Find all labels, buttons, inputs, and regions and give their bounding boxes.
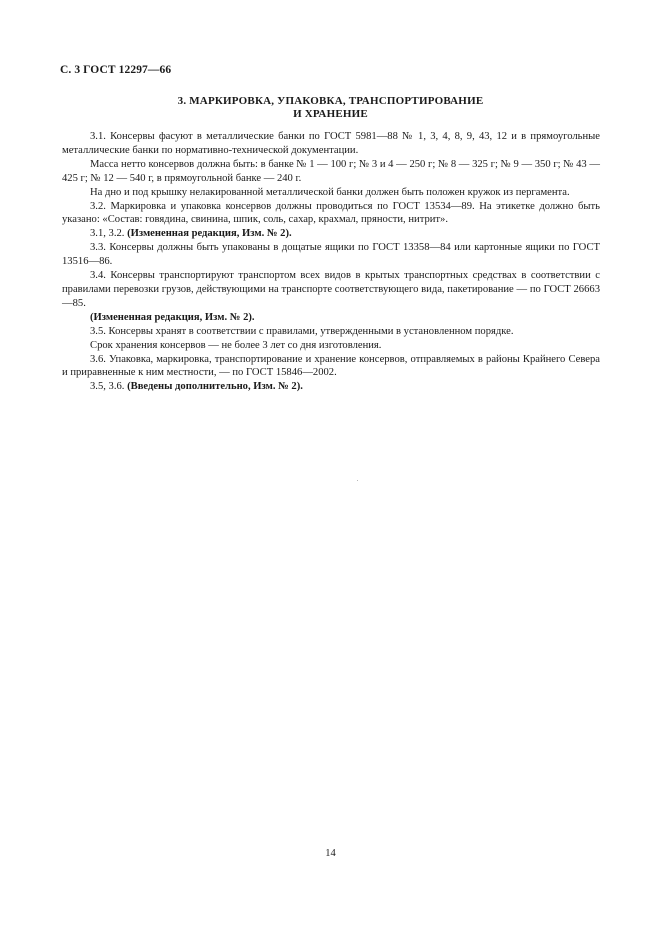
scan-speck (357, 480, 358, 481)
paragraph-parchment: На дно и под крышку нелакированной металлической банки должен быть положен кружок из пергамента. (90, 186, 570, 198)
amendment-note: (Введены дополнительно, Изм. № 2). (127, 381, 303, 393)
paragraph-3-3: 3.3. Консервы должны быть упакованы в дощатые ящики по ГОСТ 13358—84 или картонные ящики по ГОСТ 13516—86. (62, 242, 600, 268)
paragraph-3-6: 3.6. Упаковка, маркировка, транспортирование и хранение консервов, отправляемых в районы Крайнего Севера и приравненные к ним местности, — по ГОСТ 15846—2002. (62, 353, 600, 379)
paragraph-amendment-3-4: (Измененная редакция, Изм. № 2). (90, 311, 255, 323)
paragraph-3-1: 3.1. Консервы фасуют в металлические банки по ГОСТ 5981—88 № 1, 3, 4, 8, 9, 43, 12 и в прямоугольные металлические банки по нормативно-технической документации. (62, 131, 600, 156)
paragraph-3-2: 3.2. Маркировка и упаковка консервов должны проводиться по ГОСТ 13534—89. На этикетке должно быть указано: «Состав: говядина, свинина, шпик, соль, сахар, крахмал, пряности, нитрит». (62, 200, 600, 226)
paragraph-amendment-3-1-3-2 (62, 227, 600, 241)
paragraph-3-5: 3.5. Консервы хранят в соответствии с правилами, утвержденными в установленном порядке. (90, 325, 514, 337)
section-title-line-1: 3. МАРКИРОВКА, УПАКОВКА, ТРАНСПОРТИРОВАНИЕ (177, 95, 484, 107)
page-number: 14 (325, 848, 336, 859)
amendment-note: (Измененная редакция, Изм. № 2). (127, 228, 292, 240)
section-body (62, 130, 600, 394)
paragraph-amendment-3-5-3-6 (62, 380, 600, 394)
paragraph-3-4: 3.4. Консервы транспортируют транспортом всех видов в крытых транспортных средствах в соответствии с правилами перевозки грузов, действующими на транспорте соответствующего вида, пакетирование — по ГОСТ 26663—85. (62, 270, 600, 309)
section-title-line-2: И ХРАНЕНИЕ (293, 108, 368, 120)
amendment-clause-ref: 3.5, 3.6. (90, 381, 125, 393)
page-header: С. 3 ГОСТ 12297—66 (60, 64, 172, 76)
section-title (60, 95, 601, 121)
paragraph-net-mass: Масса нетто консервов должна быть: в банке № 1 — 100 г; № 3 и 4 — 250 г; № 8 — 325 г; № 9 — 350 г; № 43 — 425 г; № 12 — 540 г, в прямоугольной банке — 240 г. (62, 158, 600, 184)
amendment-clause-ref: 3.1, 3.2. (90, 228, 125, 240)
paragraph-shelf-life: Срок хранения консервов — не более 3 лет со дня изготовления. (90, 339, 382, 351)
